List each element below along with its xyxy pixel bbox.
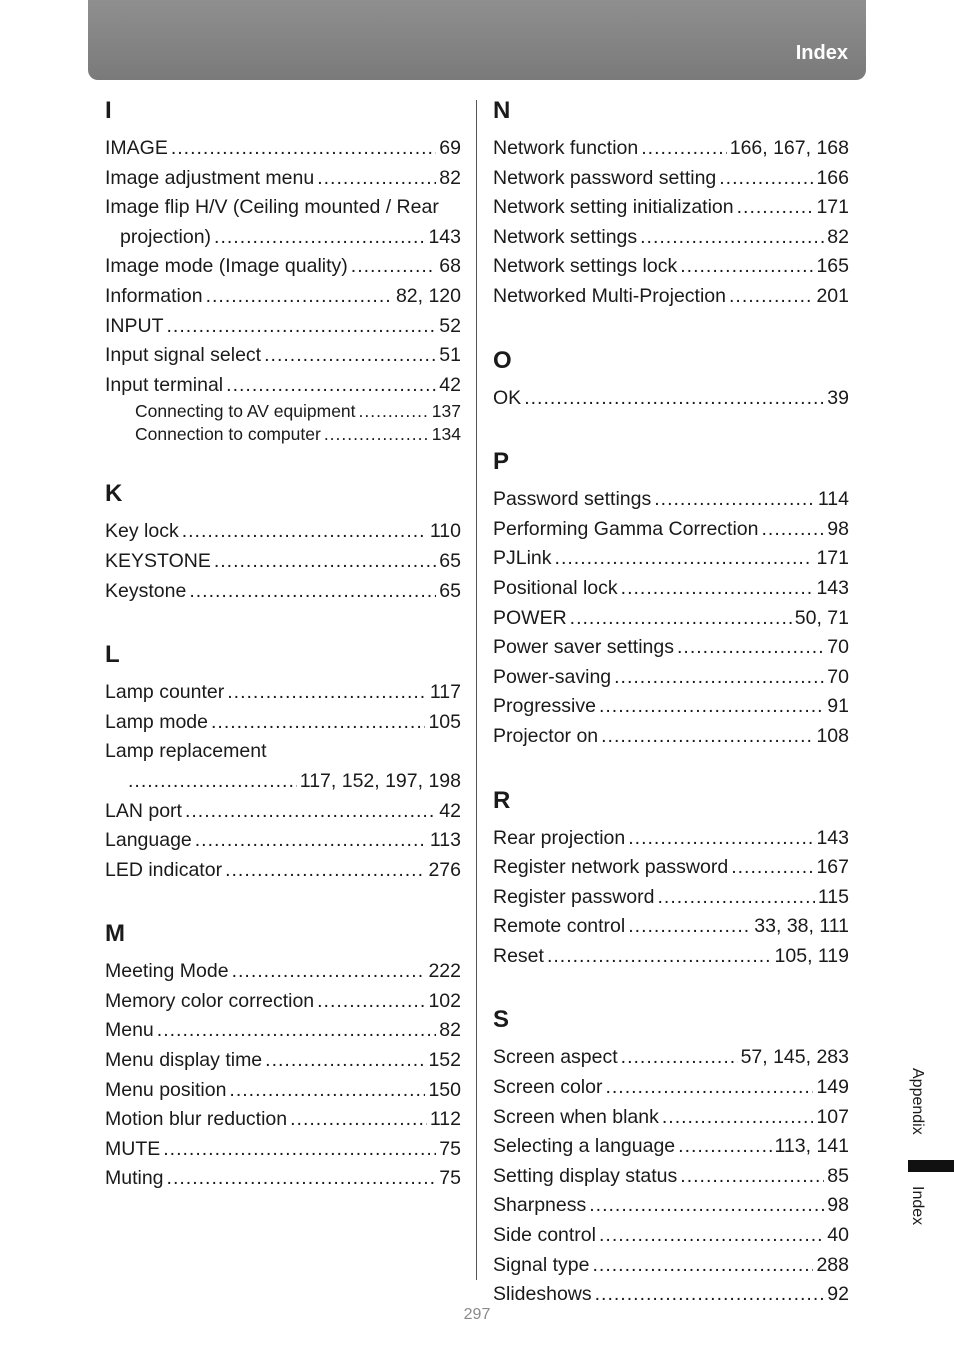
index-entry: Register network password ..... 167 — [493, 853, 849, 883]
index-entry: LAN port ..... 42 — [105, 797, 461, 827]
page-number: 297 — [463, 1306, 491, 1323]
index-entry: Selecting a language ..... 113, 141 — [493, 1132, 849, 1162]
index-entry: Key lock ..... 110 — [105, 517, 461, 547]
index-entry: Network settings ..... 82 — [493, 223, 849, 253]
index-entry: Signal type ..... 288 — [493, 1251, 849, 1281]
index-entry: Keystone ..... 65 — [105, 577, 461, 607]
index-entry: Slideshows ..... 92 — [493, 1280, 849, 1310]
index-entry: Menu display time ..... 152 — [105, 1046, 461, 1076]
side-tab-marker — [908, 1160, 954, 1172]
index-entry: LED indicator ..... 276 — [105, 856, 461, 886]
section-letter: P — [493, 448, 510, 476]
header-title: Index — [795, 42, 848, 64]
index-entry: OK ..... 39 — [493, 384, 849, 414]
index-entry: Side control ..... 40 — [493, 1221, 849, 1251]
side-tab-appendix: Appendix — [909, 1068, 926, 1135]
index-entry: Memory color correction ..... 102 — [105, 987, 461, 1017]
index-entry: Projector on ..... 108 — [493, 722, 849, 752]
index-section-l — [105, 640, 461, 885]
section-letter: M — [105, 920, 125, 948]
index-entry: Performing Gamma Correction ..... 98 — [493, 515, 849, 545]
index-entry: Positional lock ..... 143 — [493, 574, 849, 604]
section-letter: I — [105, 97, 112, 124]
page-header — [88, 0, 866, 80]
index-column-left — [105, 96, 461, 1194]
index-entry: Screen when blank ..... 107 — [493, 1103, 849, 1133]
index-entry: Power-saving ..... 70 — [493, 663, 849, 693]
index-section-k — [105, 479, 461, 606]
index-entry: Screen color ..... 149 — [493, 1073, 849, 1103]
section-letter: K — [105, 480, 123, 508]
section-letter: L — [105, 641, 120, 669]
index-section-m — [105, 919, 461, 1194]
index-entry: Input signal select ..... 51 — [105, 341, 461, 371]
index-section-i — [105, 96, 461, 445]
index-entry: Progressive ..... 91 — [493, 692, 849, 722]
index-entry: KEYSTONE ..... 65 — [105, 547, 461, 577]
index-entry: Network settings lock ..... 165 — [493, 252, 849, 282]
index-entry: Lamp replacement — [105, 740, 267, 763]
index-entry: Power saver settings ..... 70 — [493, 633, 849, 663]
index-entry: Information ..... 82, 120 — [105, 282, 461, 312]
index-entry: Rear projection ..... 143 — [493, 824, 849, 854]
index-entry: Meeting Mode ..... 222 — [105, 957, 461, 987]
index-entry: Motion blur reduction ..... 112 — [105, 1105, 461, 1135]
section-letter: O — [493, 346, 512, 374]
index-entry: Language ..... 113 — [105, 826, 461, 856]
index-section-p — [493, 447, 849, 751]
index-entry-continuation: ..... 117, 152, 197, 198 — [105, 767, 461, 797]
index-section-r — [493, 786, 849, 972]
index-entry: Menu position ..... 150 — [105, 1076, 461, 1106]
index-entry: Image adjustment menu ..... 82 — [105, 164, 461, 194]
index-subentry: Connecting to AV equipment ..... 137 — [105, 400, 461, 423]
index-entry: Network setting initialization ..... 171 — [493, 193, 849, 223]
index-entry: Setting display status ..... 85 — [493, 1162, 849, 1192]
index-entry: Sharpness ..... 98 — [493, 1191, 849, 1221]
index-entry: Register password ..... 115 — [493, 883, 849, 913]
section-letter: N — [493, 97, 511, 124]
index-entry: Remote control ..... 33, 38, 111 — [493, 912, 849, 942]
index-column-right — [493, 96, 849, 1310]
section-letter: S — [493, 1006, 510, 1034]
index-entry: MUTE ..... 75 — [105, 1135, 461, 1165]
side-tab-index: Index — [909, 1186, 926, 1226]
index-entry: Lamp mode ..... 105 — [105, 708, 461, 738]
column-divider — [476, 100, 477, 1280]
index-subentry: Connection to computer ..... 134 — [105, 423, 461, 446]
index-entry: Password settings ..... 114 — [493, 485, 849, 515]
index-entry: Network function ..... 166, 167, 168 — [493, 134, 849, 164]
index-entry: Image mode (Image quality) ..... 68 — [105, 252, 461, 282]
index-entry: IMAGE ..... 69 — [105, 134, 461, 164]
index-entry: Image flip H/V (Ceiling mounted / Rear — [105, 196, 439, 219]
index-entry: Network password setting ..... 166 — [493, 164, 849, 194]
index-section-n — [493, 96, 849, 312]
section-letter: R — [493, 786, 511, 814]
index-entry: Networked Multi-Projection ..... 201 — [493, 282, 849, 312]
index-entry: PJLink ..... 171 — [493, 544, 849, 574]
index-entry: Reset ..... 105, 119 — [493, 942, 849, 972]
index-entry: Input terminal ..... 42 — [105, 371, 461, 401]
index-entry: INPUT ..... 52 — [105, 312, 461, 342]
index-entry: Screen aspect ..... 57, 145, 283 — [493, 1043, 849, 1073]
index-entry-continuation: projection) ..... 143 — [105, 223, 461, 253]
index-section-o — [493, 346, 849, 414]
index-section-s — [493, 1005, 849, 1309]
index-entry: Muting ..... 75 — [105, 1164, 461, 1194]
index-entry: Menu ..... 82 — [105, 1016, 461, 1046]
index-entry: POWER ..... 50, 71 — [493, 604, 849, 634]
index-entry: Lamp counter ..... 117 — [105, 678, 461, 708]
